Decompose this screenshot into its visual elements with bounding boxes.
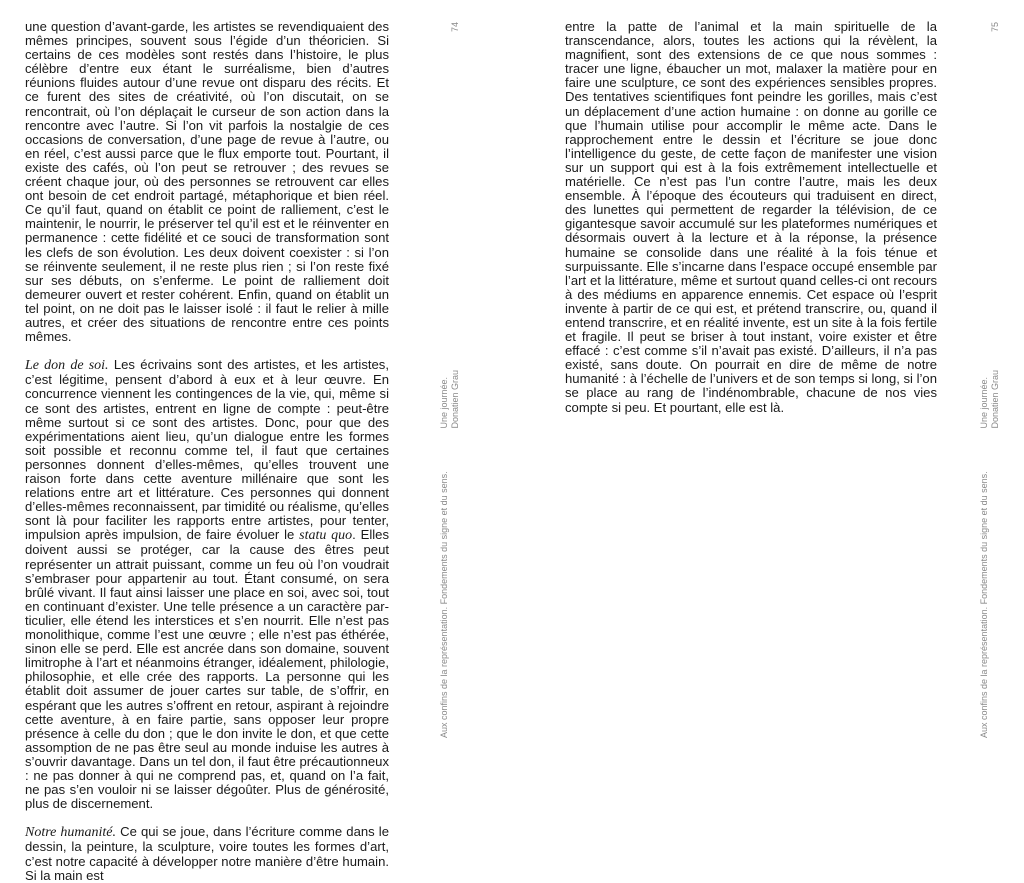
page-number: 75	[990, 22, 1000, 33]
running-head-title: Une journée.	[979, 377, 989, 429]
running-head-title: Une journée.	[439, 377, 449, 429]
left-text-column	[25, 20, 389, 883]
right-page	[512, 0, 1024, 768]
paragraph-notre-humanite	[25, 825, 389, 882]
running-head	[439, 370, 461, 429]
page-number: 74	[450, 22, 460, 33]
paragraph-text: Ce qui se joue, dans l’écriture comme dans le dessin, la peinture, la sculpture, voire toutes les formes d’art, c’est notre capacité à développer notre manière d’être humain. Si la main est	[25, 824, 389, 883]
right-text-column	[565, 20, 937, 415]
running-head-author: Donatien Grau	[990, 370, 1000, 429]
running-section-title: Aux confins de la représentation. Fondements du signe et du sens.	[439, 471, 449, 738]
paragraph-don-de-soi	[25, 358, 389, 811]
paragraph-text: Les écrivains sont des artistes, et les artistes, c’est légitime, pensent d’abord à eux et à leur œuvre. En concurrence viennent les contingences de la vie, qui, même si ce sont des artistes, entrent en ligne de compte : peut-être même surtout si ce sont des artistes. Donc, pour que des expérimentations aient lieu, qu’un dialogue entre les formes soit possible et reconnu comme tel, il faut que certaines personnes donnent d’elles-mêmes, qu’elles trouvent une raison forte dans cette aventure millénaire que sont les relations entre art et littérature. Ces personnes qui donnent d’elles-mêmes reconnaissent, par timidité ou réalisme, qu’elles sont là pour faciliter les rapports entre artistes, pour tenter, impulsion après impulsion, de faire évoluer le	[25, 357, 389, 543]
paragraph-point-de-ralliement: une question d’avant-garde, les artistes se revendiquaient des mêmes principes, souvent sous l’égide d’un théoricien. Si certains de ces modèles sont restés dans l’histoire, le plus célèbre d’entre eux étant le surréalisme, bien d’autres réunions fluides autour d’une revue ont disparu des récits. Et ce furent des sites de créativité, où l’on discutait, on se rencontrait, où l’on déplaçait le curseur de son action dans la rencontre avec l’autre. Si l’on vit parfois la nostalgie de ces occasions de conversation, d’une page de revue à l’autre, ou en réel, c’est aussi parce que le flux emporte tout. Pourtant, il existe des cafés, où l’on peut se retrouver ; des revues se créent chaque jour, où des personnes se retrouvent car elles ont besoin de cet endroit partagé, métaphorique et bien réel. Ce qu’il faut, quand on établit ce point de ralliement, c’est le maintenir, le nourrir, le préserver tel qu’il est et le réinventer en permanence : cette fidélité et ce souci de transformation sont les clefs de son évolution. Les deux doivent coexister : si l’on se réinvente seulement, il ne reste plus rien ; si l’on reste fixé sur ses débuts, on s’enferme. Le point de ralliement doit demeurer ouvert et rester cohérent. Enfin, quand on établit un tel point, on ne doit pas le laisser isolé : il faut le relier à mille autres, et créer des situations de rencontre entre ces points mêmes.	[25, 19, 389, 345]
paragraph-text: . Elles doivent aussi se protéger, car la cause des êtres peut représenter un attrait puissant, comme un feu où l’on voudrait s’embraser pour appartenir au tout. Étant consumé, on sera brûlé vivant. Il faut ainsi laisser une place en soi, avec soi, tout en continuant d’exister. Une telle présence a un caractère particulier, elle étend les interstices et s’en nourrit. Elle n’est pas monolithique, comme l’est une œuvre ; elle n’est pas éthérée, sinon elle se perd. Elle est ancrée dans son domaine, souvent limitrophe à l’art et néanmoins étranger, idéalement, philologie, philosophie, et elle crée des rapports. La personne qui les établit doit assumer de jouer cartes sur table, de s’offrir, en espérant que les autres s’offrent en retour, aspirant à rejoindre cette aventure, à en faire partie, sans opposer leur propre présence à celle du don ; que le don invite le don, et que cette assomption de ne pas être seul au monde induise les autres à s’ouvrir davantage. Dans un tel don, il faut être précautionneux : ne pas donner à qui ne comprend pas, et, quand on l’a fait, ne pas s’en vouloir ni se laisser dégoûter. Plus de générosité, plus de discernement.	[25, 527, 389, 812]
paragraph-continuation: entre la patte de l’animal et la main spirituelle de la transcendance, alors, toutes les actions qui la révèlent, la magnifient, sont des extensions de ce que nous sommes : tracer une ligne, ébaucher un mot, malaxer la matière pour en faire une sculpture, ce sont des expériences sensibles propres. Des tentatives scientifiques font peindre les gorilles, mais c’est un déplacement d’une action humaine : on donne au gorille ce que l’humain utilise pour accomplir le même acte. Dans le rapprochement entre le dessin et l’écriture se joue donc l’intelligence du geste, de cette façon de manifester une vision sur un support qui est à la fois extrêmement intellectuelle et matérielle. Ce n’est pas l’un contre l’autre, mais les deux ensemble. À l’époque des écouteurs qui traduisent en direct, des lunettes qui permettent de regarder la télévision, de ce gigantesque savoir accumulé sur les plateformes numériques et désormais ouvert à la lecture et à la réponse, la présence humaine se consolide dans une réalité à la fois ténue et surpuissante. Elle s’incarne dans l’espace occupé ensemble par l’art et la littérature, même et surtout quand celles-ci ont recours à des médiums en apparence ennemis. Cet espace où l’esprit invente à partir de ce qui est, et prétend transcrire, ou, quand il entend transcrire, et en réalité invente, est un site à la fois fertile et fragile. Il peut se briser à tout instant, voire exister et être effacé : c’est comme s’il n’avait pas existé. D’ailleurs, il n’a pas existé, sans doute. On pourrait en dire de même de notre humanité : à l’échelle de l’univers et de son temps si long, si l’on se place au rang de l’indénombrable, chacune de nos vies compte si peu. Et pourtant, elle est là.	[565, 19, 937, 415]
running-section-title: Aux confins de la représentation. Fondements du signe et du sens.	[979, 471, 989, 738]
section-lead-don-de-soi: Le don de soi.	[25, 358, 109, 374]
running-head-author: Donatien Grau	[450, 370, 460, 429]
running-head	[979, 370, 1001, 429]
section-lead-notre-humanite: Notre humanité.	[25, 825, 116, 841]
italic-term: statu quo	[299, 528, 353, 544]
